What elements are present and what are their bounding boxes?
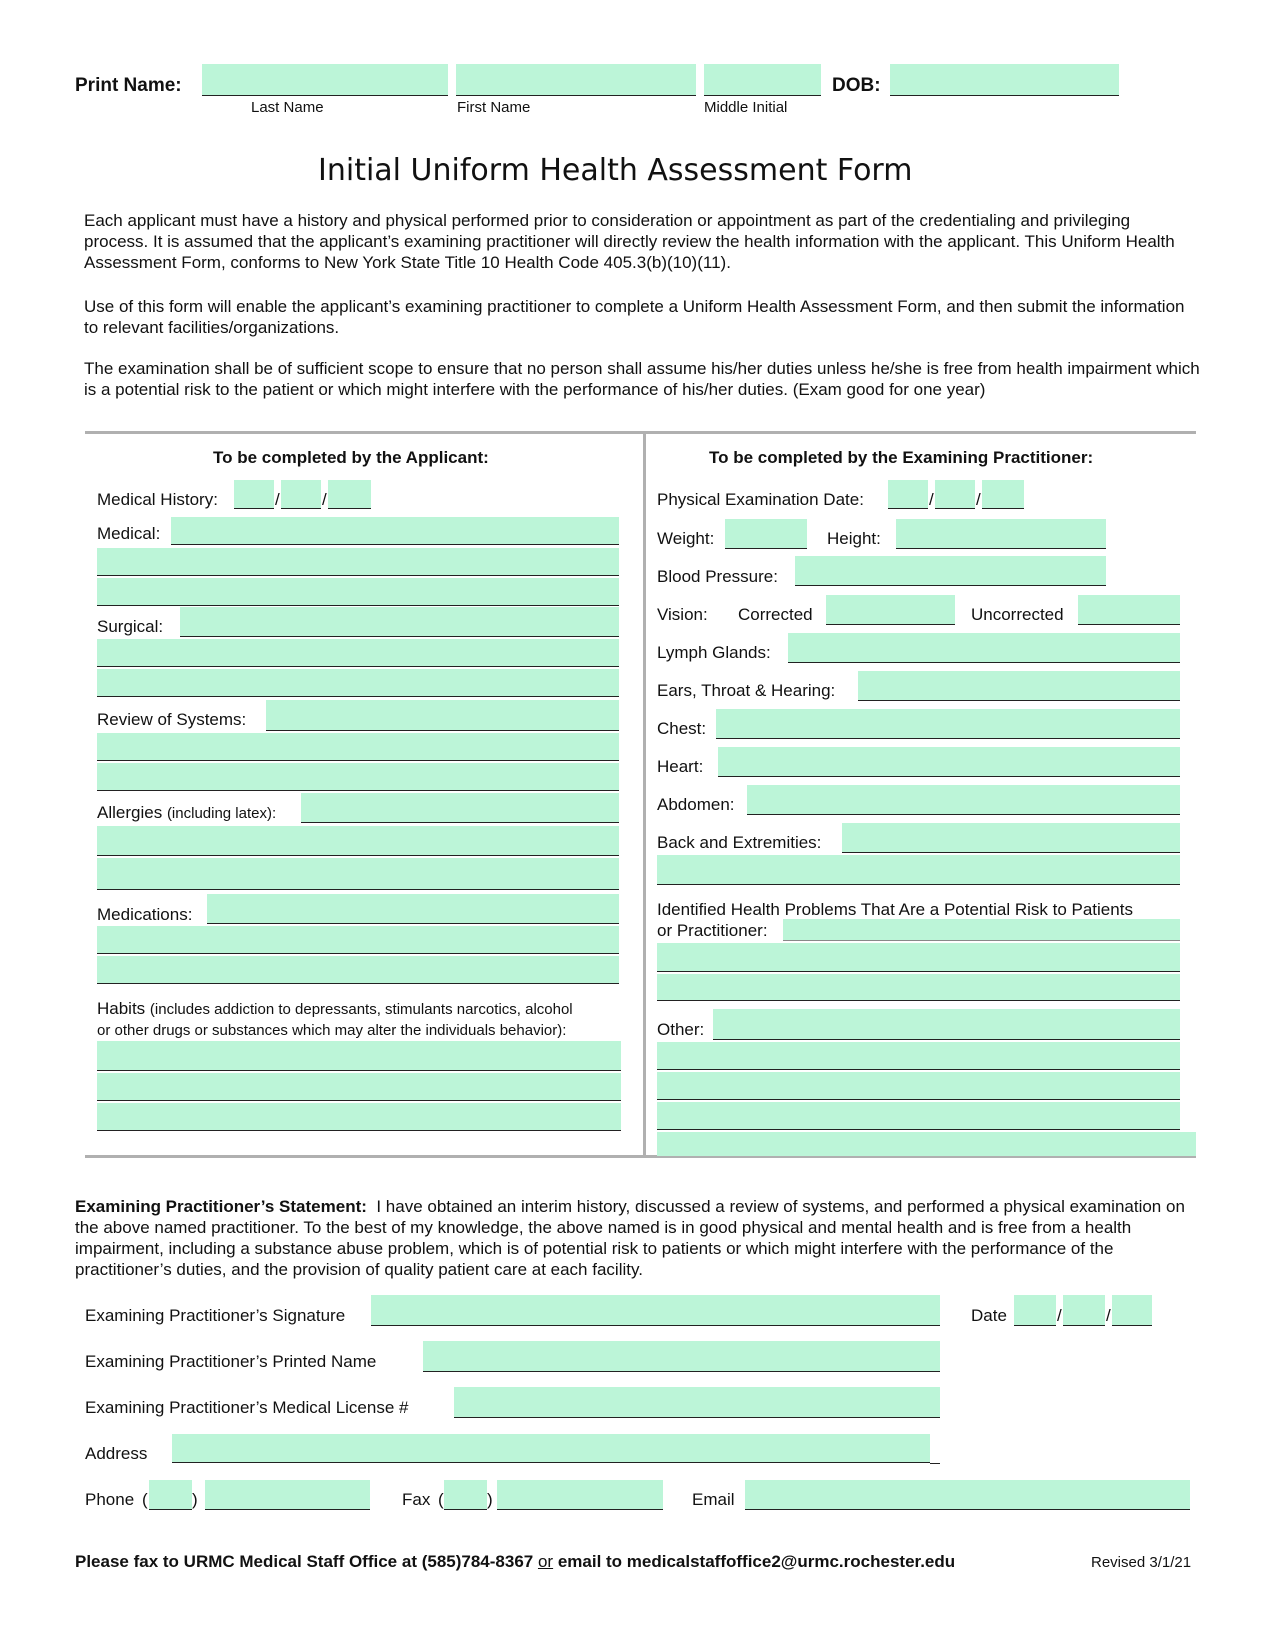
footer-or: or xyxy=(537,1552,554,1571)
review-of-systems-field-3[interactable] xyxy=(97,763,619,791)
signature-date-year-field[interactable] xyxy=(1112,1295,1152,1326)
date-slash: / xyxy=(275,490,280,509)
habits-note-1: (includes addiction to depressants, stimulants narcotics, alcohol xyxy=(149,1001,573,1018)
uncorrected-label: Uncorrected xyxy=(971,605,1064,624)
exam-date-label: Physical Examination Date: xyxy=(657,490,864,509)
exam-date-month-field[interactable] xyxy=(888,480,928,509)
corrected-label: Corrected xyxy=(738,605,813,624)
date-slash: / xyxy=(1057,1306,1062,1325)
medications-field-3[interactable] xyxy=(97,956,619,984)
other-label: Other: xyxy=(657,1020,705,1039)
intro-paragraph-1: Each applicant must have a history and physical performed prior to consideration or appointment as part of the credentialing and privileging process. It is assumed that the applicant’s examining practitioner will directly review the health information with the applicant. This Uniform Health Assessment Form, conforms to New York State Title 10 Health Code 405.3(b)(10)(11). xyxy=(84,211,1175,272)
exam-date-day-field[interactable] xyxy=(935,480,975,509)
ears-throat-hearing-field[interactable] xyxy=(858,671,1180,701)
back-extremities-label: Back and Extremities: xyxy=(657,833,822,852)
review-of-systems-field-2[interactable] xyxy=(97,733,619,761)
other-field-4[interactable] xyxy=(657,1102,1180,1130)
footer-email-text: email to medicalstaffoffice2@urmc.rochester.edu xyxy=(557,1552,956,1571)
chest-field[interactable] xyxy=(716,709,1180,739)
lymph-glands-label: Lymph Glands: xyxy=(657,643,771,662)
phone-number-field[interactable] xyxy=(205,1480,370,1510)
printed-name-field[interactable] xyxy=(423,1341,940,1372)
vision-uncorrected-field[interactable] xyxy=(1078,595,1180,625)
surgical-field-2[interactable] xyxy=(97,639,619,667)
habits-field-2[interactable] xyxy=(97,1073,621,1101)
medical-history-year-field[interactable] xyxy=(328,480,371,509)
medical-field-3[interactable] xyxy=(97,578,619,606)
back-extremities-field-1[interactable] xyxy=(842,823,1180,853)
medical-history-day-field[interactable] xyxy=(281,480,321,509)
printed-name-label: Examining Practitioner’s Printed Name xyxy=(85,1352,377,1371)
other-field-2[interactable] xyxy=(657,1042,1180,1070)
phone-label: Phone xyxy=(85,1490,135,1509)
medical-field-2[interactable] xyxy=(97,548,619,576)
signature-date-day-field[interactable] xyxy=(1063,1295,1105,1326)
allergies-field-2[interactable] xyxy=(97,826,619,856)
license-field[interactable] xyxy=(454,1387,940,1418)
habits-text: Habits xyxy=(97,999,146,1018)
first-name-caption: First Name xyxy=(457,99,531,116)
phone-paren-close: ) xyxy=(192,1490,198,1509)
blood-pressure-label: Blood Pressure: xyxy=(657,567,778,586)
habits-label xyxy=(97,999,573,1020)
medical-history-month-field[interactable] xyxy=(234,480,274,509)
allergies-field-1[interactable] xyxy=(301,793,619,823)
exam-date-year-field[interactable] xyxy=(982,480,1024,509)
review-of-systems-field-1[interactable] xyxy=(266,700,619,731)
blood-pressure-field[interactable] xyxy=(795,556,1106,586)
identified-problems-label-1: Identified Health Problems That Are a Potential Risk to Patients xyxy=(657,900,1133,919)
identified-problems-field-1[interactable] xyxy=(783,919,1180,941)
heart-field[interactable] xyxy=(718,747,1180,777)
lymph-glands-field[interactable] xyxy=(788,633,1180,663)
allergies-text: Allergies xyxy=(97,803,163,822)
habits-field-1[interactable] xyxy=(97,1041,621,1071)
email-label: Email xyxy=(692,1490,735,1509)
email-field[interactable] xyxy=(745,1480,1190,1510)
identified-problems-field-2[interactable] xyxy=(657,943,1180,972)
address-label: Address xyxy=(85,1444,148,1463)
date-label: Date xyxy=(971,1306,1007,1325)
other-field-3[interactable] xyxy=(657,1072,1180,1100)
fax-number-field[interactable] xyxy=(497,1480,663,1510)
fax-area-code-field[interactable] xyxy=(444,1480,487,1510)
allergies-note: (including latex): xyxy=(166,805,277,822)
practitioner-heading: To be completed by the Examining Practitioner: xyxy=(709,448,1094,467)
surgical-field-3[interactable] xyxy=(97,669,619,697)
phone-paren-open: ( xyxy=(142,1490,148,1509)
vision-label: Vision: xyxy=(657,605,708,624)
middle-initial-field[interactable] xyxy=(704,64,821,96)
allergies-label xyxy=(97,803,276,824)
ears-throat-hearing-label: Ears, Throat & Hearing: xyxy=(657,681,836,700)
heart-label: Heart: xyxy=(657,757,704,776)
other-field-5[interactable] xyxy=(657,1132,1196,1156)
medical-label: Medical: xyxy=(97,524,161,543)
weight-field[interactable] xyxy=(725,519,807,549)
vision-corrected-field[interactable] xyxy=(826,595,955,625)
first-name-field[interactable] xyxy=(456,64,696,96)
medications-field-2[interactable] xyxy=(97,926,619,954)
height-label: Height: xyxy=(827,529,881,548)
footer-fax-text: Please fax to URMC Medical Staff Office at (585)784-8367 xyxy=(75,1552,534,1571)
other-field-1[interactable] xyxy=(713,1009,1180,1040)
address-field[interactable] xyxy=(172,1434,930,1463)
intro-paragraph-3: The examination shall be of sufficient scope to ensure that no person shall assume his/her duties unless he/she is free from health impairment which is a potential risk to the patient or which might interfere with the performance of his/her duties. (Exam good for one year) xyxy=(84,359,1200,399)
column-divider xyxy=(643,431,646,1158)
signature-field[interactable] xyxy=(371,1295,940,1326)
height-field[interactable] xyxy=(896,519,1106,549)
signature-label: Examining Practitioner’s Signature xyxy=(85,1306,346,1325)
date-slash: / xyxy=(1106,1306,1111,1325)
habits-note-2: or other drugs or substances which may alter the individuals behavior): xyxy=(97,1022,567,1039)
practitioner-statement xyxy=(75,1196,1195,1280)
fax-paren-close: ) xyxy=(487,1490,493,1509)
medical-history-label: Medical History: xyxy=(97,490,218,509)
fax-paren-open: ( xyxy=(438,1490,444,1509)
applicant-heading: To be completed by the Applicant: xyxy=(213,448,489,467)
habits-field-3[interactable] xyxy=(97,1103,621,1131)
identified-problems-field-3[interactable] xyxy=(657,974,1180,1001)
medications-label: Medications: xyxy=(97,905,193,924)
statement-label: Examining Practitioner’s Statement: xyxy=(75,1197,367,1216)
weight-label: Weight: xyxy=(657,529,715,548)
last-name-caption: Last Name xyxy=(251,99,324,116)
dob-label: DOB: xyxy=(832,75,881,96)
middle-initial-caption: Middle Initial xyxy=(704,99,788,116)
last-name-field[interactable] xyxy=(202,64,448,96)
allergies-field-3[interactable] xyxy=(97,858,619,890)
review-of-systems-label: Review of Systems: xyxy=(97,710,247,729)
chest-label: Chest: xyxy=(657,719,707,738)
statement-text: I have obtained an interim history, discussed a review of systems, and performed a physical examination on the above named practitioner. To the best of my knowledge, the above named is in good physical and mental health and is free from a health impairment, including a substance abuse problem, which is of potential risk to patients or which might interfere with the performance of the practitioner’s duties, and the provision of quality patient care at each facility. xyxy=(75,1197,1185,1279)
revised-date: Revised 3/1/21 xyxy=(1091,1554,1192,1571)
abdomen-field[interactable] xyxy=(747,785,1180,815)
date-slash: / xyxy=(322,490,327,509)
date-slash: / xyxy=(976,490,981,509)
license-label: Examining Practitioner’s Medical License # xyxy=(85,1398,409,1417)
medical-field-1[interactable] xyxy=(171,517,619,545)
identified-problems-label-2: or Practitioner: xyxy=(657,921,768,940)
medications-field-1[interactable] xyxy=(207,894,619,924)
page-title: Initial Uniform Health Assessment Form xyxy=(318,153,913,188)
address-underline xyxy=(930,1463,940,1464)
date-slash: / xyxy=(929,490,934,509)
surgical-field-1[interactable] xyxy=(180,607,619,637)
dob-field[interactable] xyxy=(890,64,1119,96)
intro-paragraph-2: Use of this form will enable the applicant’s examining practitioner to complete a Uniform Health Assessment Form, and then submit the information to relevant facilities/organizations. xyxy=(84,297,1185,337)
back-extremities-field-2[interactable] xyxy=(657,855,1180,885)
fax-label: Fax xyxy=(402,1490,431,1509)
footer-instructions xyxy=(75,1552,955,1572)
box-top-rule xyxy=(85,431,1196,434)
surgical-label: Surgical: xyxy=(97,617,164,636)
signature-date-month-field[interactable] xyxy=(1014,1295,1056,1326)
print-name-label: Print Name: xyxy=(75,75,182,96)
phone-area-code-field[interactable] xyxy=(149,1480,192,1510)
abdomen-label: Abdomen: xyxy=(657,795,735,814)
